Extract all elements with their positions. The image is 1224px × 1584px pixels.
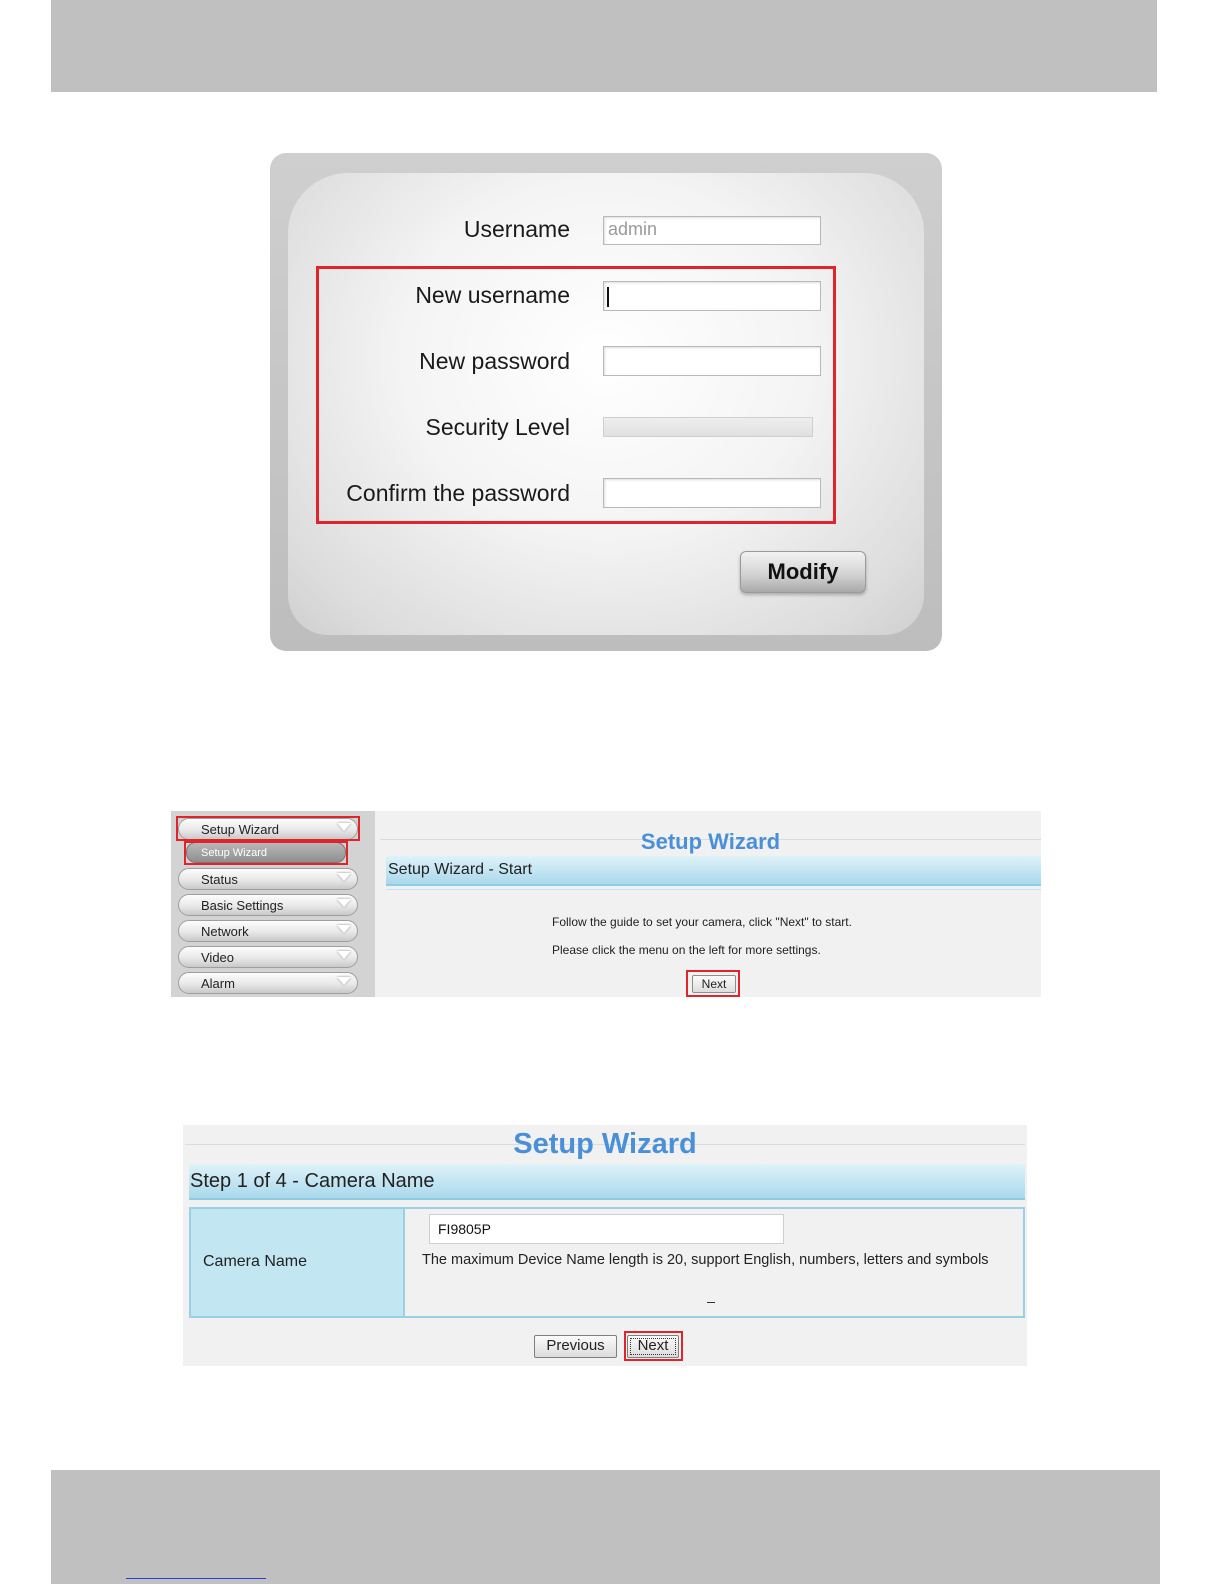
sidebar-item-label: Basic Settings bbox=[201, 898, 284, 913]
chevron-down-icon bbox=[337, 925, 351, 933]
username-label: Username bbox=[463, 216, 570, 242]
sidebar-item-label: Status bbox=[201, 872, 238, 887]
confirm-password-label: Confirm the password bbox=[346, 480, 570, 506]
text-cursor bbox=[607, 287, 609, 307]
sidebar-item-network[interactable] bbox=[178, 920, 358, 942]
previous-button[interactable]: Previous bbox=[534, 1335, 617, 1358]
section-rule bbox=[386, 889, 1041, 890]
setup-wizard-start-panel bbox=[171, 811, 1041, 997]
section-header: Setup Wizard - Start bbox=[386, 856, 1041, 886]
sidebar-item-alarm[interactable] bbox=[178, 972, 358, 994]
camera-name-label: Camera Name bbox=[203, 1253, 308, 1270]
sidebar-item-label: Alarm bbox=[201, 976, 235, 991]
sidebar-menu bbox=[171, 811, 375, 997]
camera-name-hint: The maximum Device Name length is 20, support English, numbers, letters and symbols bbox=[422, 1252, 989, 1268]
instruction-text-2: Please click the menu on the left for more settings. bbox=[552, 943, 821, 957]
new-password-input[interactable] bbox=[603, 346, 821, 376]
highlight-box-submenu bbox=[184, 841, 348, 865]
modify-credentials-panel bbox=[270, 153, 942, 651]
underscore-mark bbox=[707, 1302, 715, 1303]
username-field[interactable]: admin bbox=[603, 216, 821, 245]
new-password-label: New password bbox=[419, 348, 570, 374]
modify-button[interactable]: Modify bbox=[740, 551, 866, 593]
security-level-label: Security Level bbox=[425, 414, 570, 440]
page-footer-band bbox=[51, 1470, 1160, 1584]
sidebar-item-basic-settings[interactable] bbox=[178, 894, 358, 916]
setup-wizard-step1-panel bbox=[183, 1125, 1027, 1366]
page-title: Setup Wizard bbox=[640, 829, 781, 854]
camera-name-table bbox=[189, 1207, 1025, 1318]
confirm-password-input[interactable] bbox=[603, 478, 821, 508]
sidebar-subitem-setup-wizard[interactable]: Setup Wizard bbox=[186, 842, 346, 863]
chevron-down-icon bbox=[337, 951, 351, 959]
new-username-label: New username bbox=[415, 282, 570, 308]
next-button[interactable]: Next bbox=[692, 975, 736, 993]
camera-name-label-cell bbox=[191, 1209, 405, 1316]
sidebar-item-video[interactable] bbox=[178, 946, 358, 968]
next-button[interactable]: Next bbox=[627, 1335, 679, 1358]
highlight-box-next bbox=[624, 1331, 683, 1361]
step-header: Step 1 of 4 - Camera Name bbox=[189, 1164, 1025, 1200]
highlight-box-menu bbox=[176, 816, 360, 841]
page-title: Setup Wizard bbox=[513, 1128, 697, 1160]
chevron-down-icon bbox=[337, 899, 351, 907]
sidebar-item-label: Setup Wizard bbox=[201, 822, 280, 837]
new-username-input[interactable] bbox=[603, 281, 821, 311]
sidebar-item-label: Network bbox=[201, 924, 249, 939]
page-header-band bbox=[51, 0, 1157, 92]
chevron-down-icon bbox=[337, 873, 351, 881]
chevron-down-icon bbox=[337, 977, 351, 985]
sidebar-item-status[interactable] bbox=[178, 868, 358, 890]
sidebar-item-label: Video bbox=[201, 950, 235, 965]
camera-name-input[interactable]: FI9805P bbox=[429, 1214, 784, 1244]
highlight-box-next bbox=[686, 970, 740, 997]
security-level-meter bbox=[603, 417, 813, 437]
instruction-text: Follow the guide to set your camera, click "Next" to start. bbox=[552, 915, 852, 929]
footer-link-underline[interactable] bbox=[126, 1578, 266, 1579]
